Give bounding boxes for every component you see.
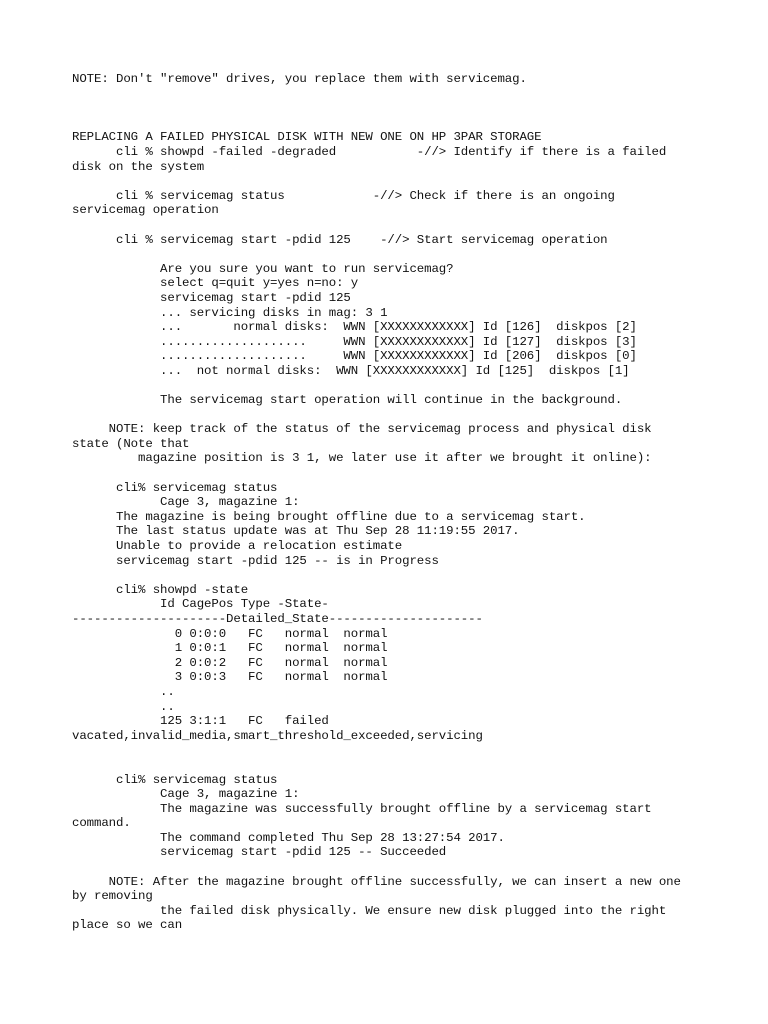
text-line: Unable to provide a relocation estimate — [72, 539, 403, 553]
text-line — [72, 743, 732, 758]
text-line: The last status update was at Thu Sep 28 11:19:55 2017. — [72, 524, 520, 539]
text-line: ... not normal disks: WWN [XXXXXXXXXXXX] Id [125] diskpos [1] — [72, 363, 630, 378]
text-line: servicemag operation — [72, 203, 219, 218]
text-line: cli % showpd -failed -degraded -//> Identify if there is a failed — [72, 144, 667, 159]
text-line — [72, 116, 732, 131]
text-line — [72, 378, 732, 393]
text-line: The command completed Thu Sep 28 13:27:54 2017. — [72, 830, 505, 845]
text-line: by removing — [72, 889, 153, 904]
text-line: cli% servicemag status — [72, 772, 278, 787]
text-line — [72, 101, 732, 116]
table-header: Id CagePos Type -State- — [72, 597, 329, 612]
text-line: cli% showpd -state — [72, 582, 249, 597]
text-line: .................... WWN [XXXXXXXXXXXX] Id [206] diskpos [0] — [72, 349, 637, 364]
text-line — [72, 218, 732, 233]
text-line: servicemag start -pdid 125 -- is in Progress — [72, 553, 439, 568]
text-line: cli% servicemag status — [72, 480, 278, 495]
text-line: Cage 3, magazine 1: — [72, 495, 300, 510]
text-line: disk on the system — [72, 159, 205, 174]
text-line: cli % servicemag start -pdid 125 -//> Start servicemag operation — [72, 232, 608, 247]
text-line: NOTE: Don't "remove" drives, you replace them with servicemag. — [72, 72, 527, 86]
text-line: The servicemag start operation will continue in the background. — [72, 393, 623, 408]
text-line: ... servicing disks in mag: 3 1 — [72, 305, 388, 320]
text-line: cli % servicemag status -//> Check if there is an ongoing — [72, 188, 615, 203]
table-row: 3 0:0:3 FC normal normal — [72, 670, 388, 685]
text-line: Are you sure you want to run servicemag? — [72, 261, 454, 276]
text-line: the failed disk physically. We ensure new disk plugged into the right — [72, 903, 667, 918]
text-line: The magazine is being brought offline due to a servicemag start. — [72, 509, 586, 524]
table-row: 2 0:0:2 FC normal normal — [72, 655, 388, 670]
text-line: Cage 3, magazine 1: — [72, 787, 300, 802]
section-heading: REPLACING A FAILED PHYSICAL DISK WITH NEW ONE ON HP 3PAR STORAGE — [72, 130, 542, 145]
text-line: magazine position is 3 1, we later use it after we brought it online): — [72, 451, 652, 466]
text-line — [72, 758, 732, 773]
text-line: NOTE: keep track of the status of the servicemag process and physical disk — [72, 422, 652, 437]
table-row: .. — [72, 684, 175, 699]
text-line: NOTE: After the magazine brought offline successfully, we can insert a new one — [72, 874, 681, 889]
text-line: command. — [72, 816, 131, 831]
text-line — [72, 860, 732, 875]
text-line: state (Note that — [72, 436, 190, 451]
table-header: ---------------------Detailed_State--------------------- — [72, 611, 483, 626]
text-line: select q=quit y=yes n=no: y — [72, 276, 359, 291]
text-line — [72, 87, 732, 102]
text-line — [72, 408, 732, 423]
text-line: servicemag start -pdid 125 — [72, 290, 351, 305]
text-line: .................... WWN [XXXXXXXXXXXX] Id [127] diskpos [3] — [72, 334, 637, 349]
table-row: vacated,invalid_media,smart_threshold_exceeded,servicing — [72, 728, 483, 743]
text-line: place so we can — [72, 918, 183, 933]
table-row: 125 3:1:1 FC failed — [72, 714, 329, 729]
table-row: .. — [72, 699, 175, 714]
table-row: 1 0:0:1 FC normal normal — [72, 641, 388, 656]
text-line: ... normal disks: WWN [XXXXXXXXXXXX] Id [126] diskpos [2] — [72, 320, 637, 335]
text-line — [72, 247, 732, 262]
text-line — [72, 568, 732, 583]
text-line: servicemag start -pdid 125 -- Succeeded — [72, 845, 447, 860]
text-line — [72, 174, 732, 189]
document-page — [72, 72, 732, 933]
text-line — [72, 466, 732, 481]
text-line: The magazine was successfully brought offline by a servicemag start — [72, 801, 652, 816]
table-row: 0 0:0:0 FC normal normal — [72, 626, 388, 641]
